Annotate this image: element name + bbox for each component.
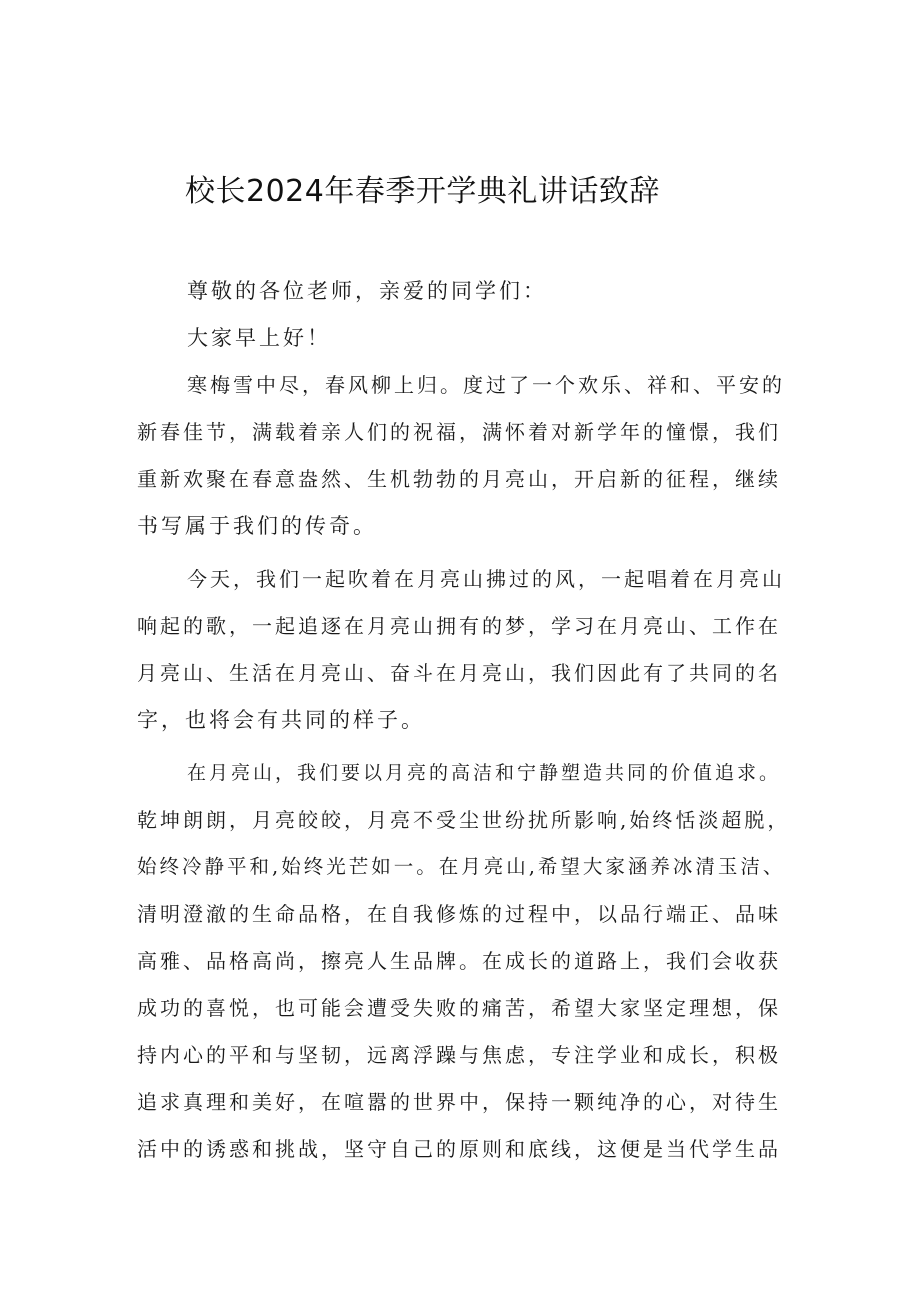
- paragraph-3-line-3: 始终冷静平和,始终光芒如一。在月亮山,希望大家涵养冰清玉洁、: [137, 855, 786, 878]
- paragraph-3-line-4: 清明澄澈的生命品格，在自我修炼的过程中，以品行端正、品味: [137, 902, 781, 926]
- paragraph-1-line-4: 书写属于我们的传奇。: [137, 514, 377, 538]
- salutation-line: 尊敬的各位老师，亲爱的同学们：: [187, 279, 547, 303]
- paragraph-3-line-1: 在月亮山，我们要以月亮的高洁和宁静塑造共同的价值追求。: [187, 762, 782, 784]
- paragraph-1-line-2: 新春佳节，满载着亲人们的祝福，满怀着对新学年的憧憬，我们: [137, 420, 781, 444]
- greeting-line: 大家早上好！: [187, 326, 331, 350]
- paragraph-3-line-5: 高雅、品格高尚，擦亮人生品牌。在成长的道路上，我们会收获: [137, 949, 781, 973]
- paragraph-2-line-4: 字，也将会有共同的样子。: [137, 708, 425, 732]
- paragraph-2-line-1: 今天，我们一起吹着在月亮山拂过的风，一起唱着在月亮山: [187, 567, 785, 591]
- paragraph-1-line-3: 重新欢聚在春意盎然、生机勃勃的月亮山，开启新的征程，继续: [137, 467, 781, 491]
- paragraph-3-line-9: 活中的诱惑和挑战，坚守自己的原则和底线，这便是当代学生品: [137, 1137, 781, 1161]
- paragraph-3-line-2: 乾坤朗朗，月亮皎皎，月亮不受尘世纷扰所影响,始终恬淡超脱，: [137, 808, 791, 832]
- document-title: 校长2024年春季开学典礼讲话致辞: [185, 174, 660, 209]
- paragraph-2-line-3: 月亮山、生活在月亮山、奋斗在月亮山，我们因此有了共同的名: [137, 661, 781, 685]
- paragraph-3-line-7: 持内心的平和与坚韧，远离浮躁与焦虑，专注学业和成长，积极: [137, 1043, 781, 1067]
- paragraph-1-line-1: 寒梅雪中尽，春风柳上归。度过了一个欢乐、祥和、平安的: [187, 373, 785, 397]
- paragraph-3-line-6: 成功的喜悦，也可能会遭受失败的痛苦，希望大家坚定理想，保: [137, 996, 781, 1020]
- paragraph-2-line-2: 响起的歌，一起追逐在月亮山拥有的梦，学习在月亮山、工作在: [137, 614, 781, 638]
- paragraph-3-line-8: 追求真理和美好，在喧嚣的世界中，保持一颗纯净的心，对待生: [137, 1090, 781, 1114]
